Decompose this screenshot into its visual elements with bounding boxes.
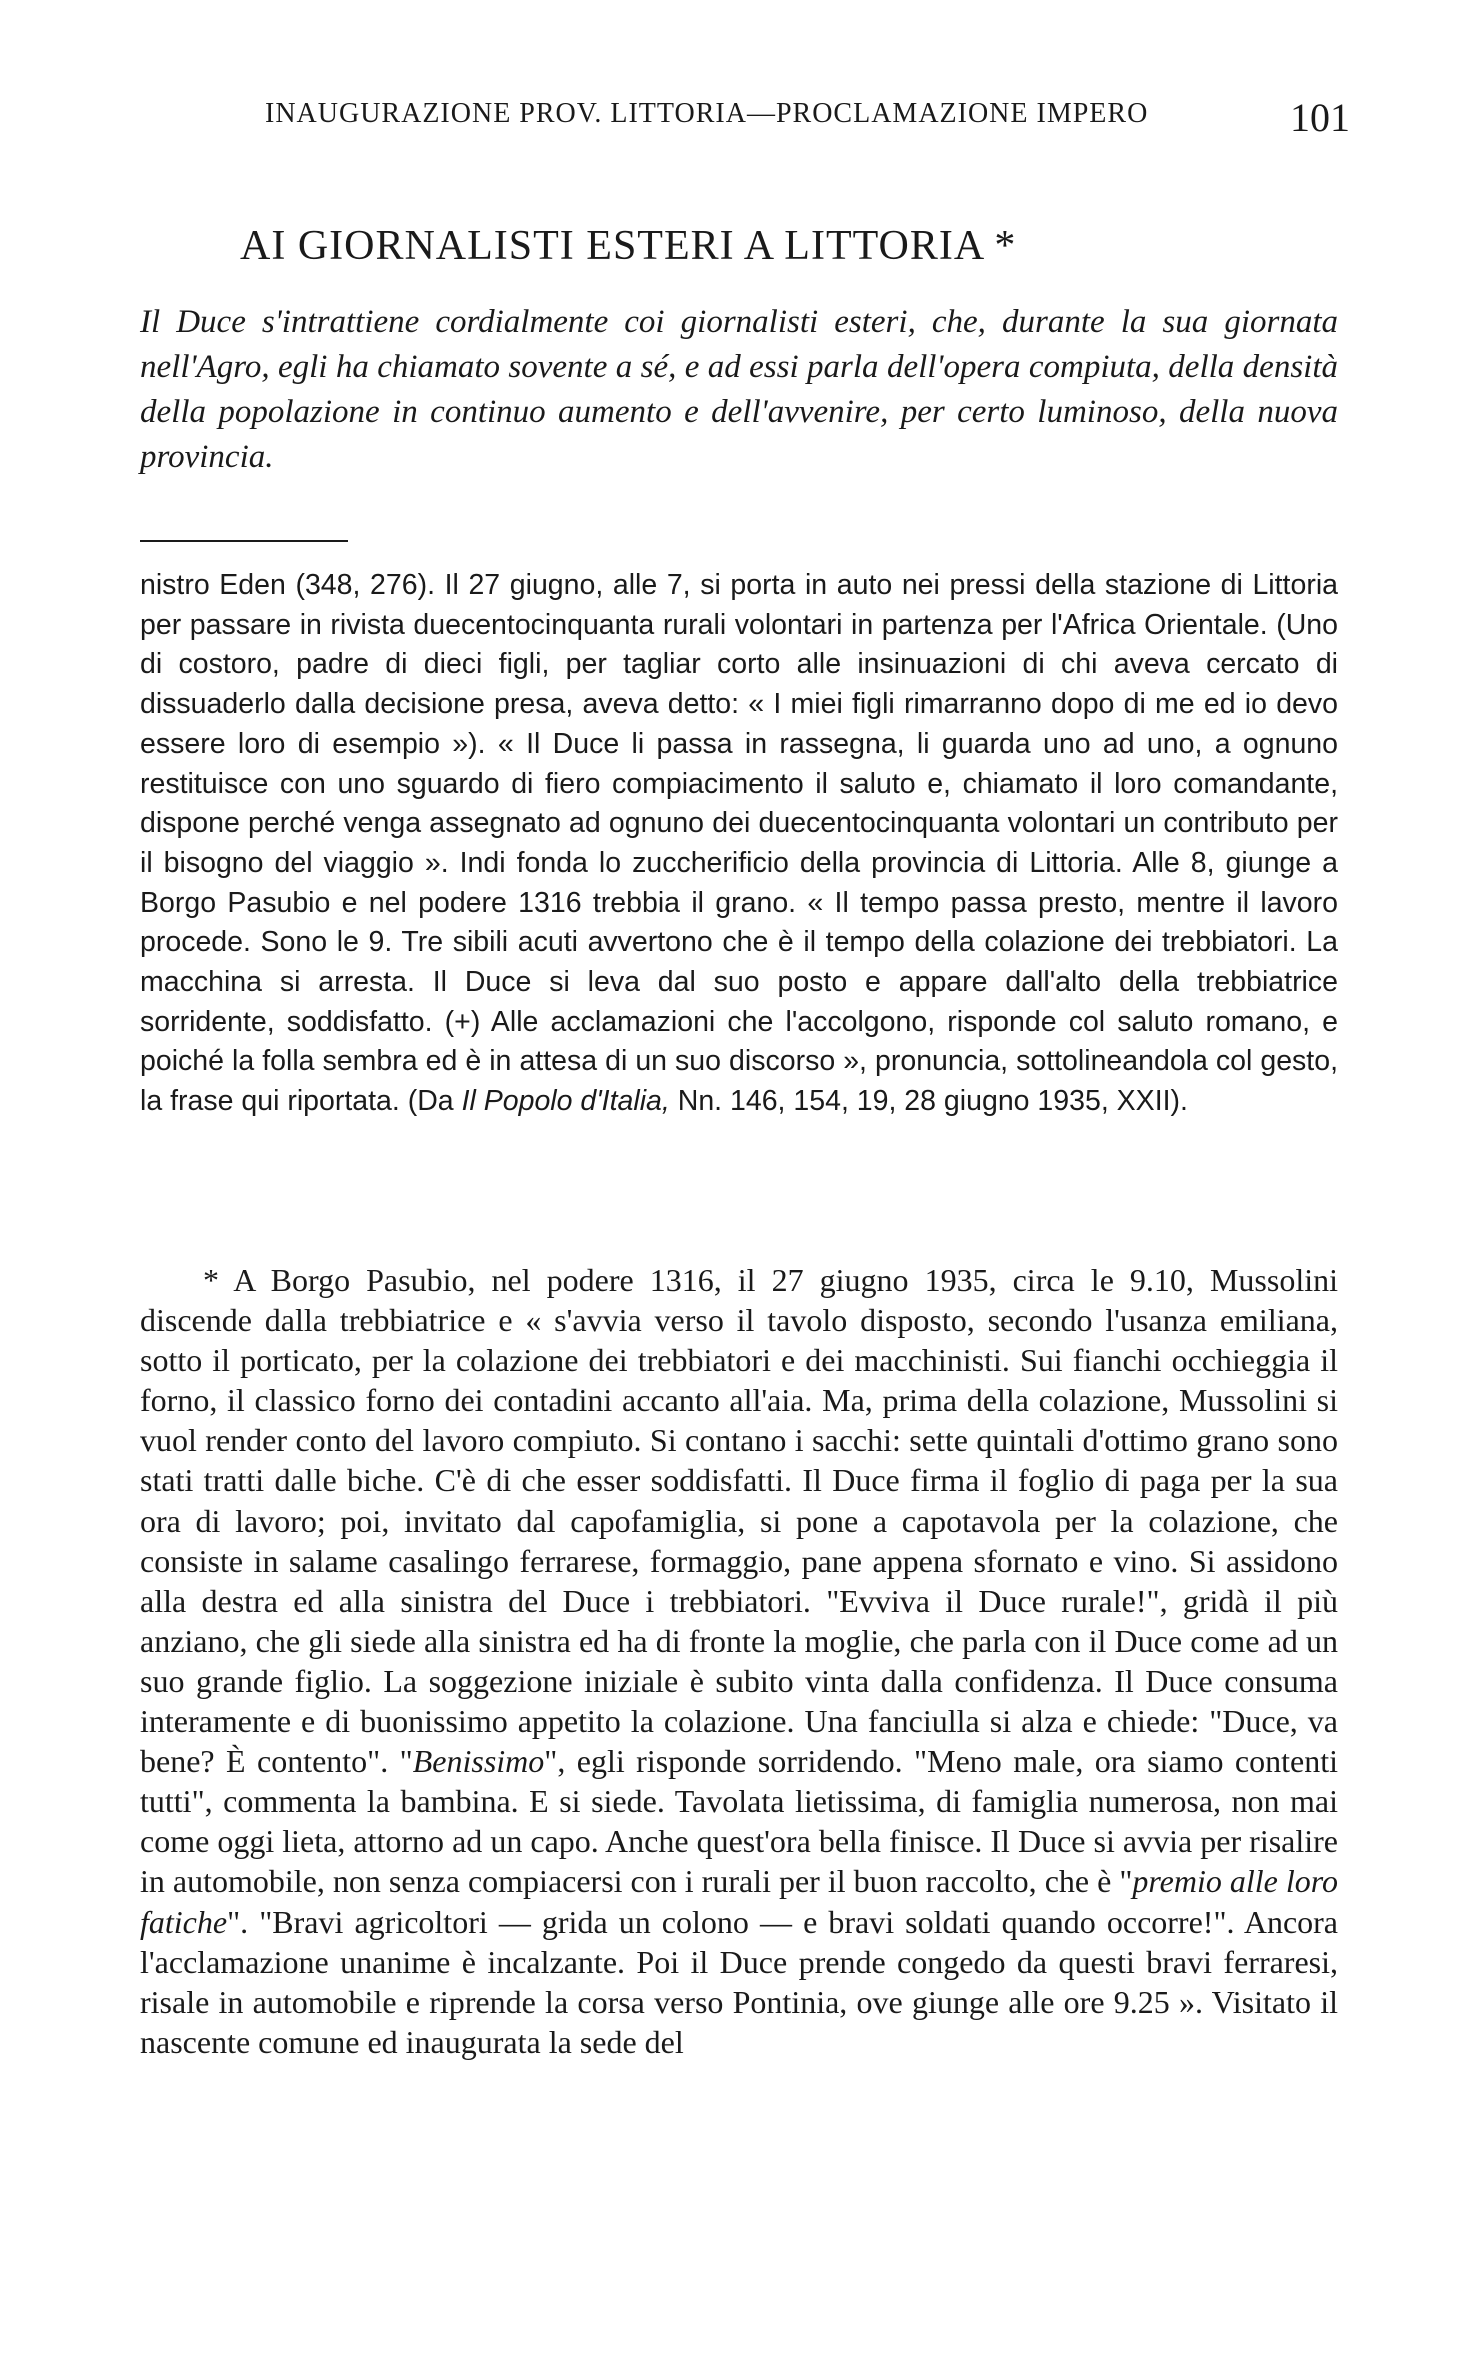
footnote-body — [140, 1260, 1338, 2062]
running-header: INAUGURAZIONE PROV. LITTORIA—PROCLAMAZIONE IMPERO — [265, 98, 1149, 129]
footnote-quote-benissimo: Benissimo — [412, 1743, 545, 1780]
page-number: 101 — [1290, 95, 1350, 140]
article-title: AI GIORNALISTI ESTERI A LITTORIA * — [240, 223, 1017, 269]
continued-note-text: nistro Eden (348, 276). Il 27 giugno, alle 7, si porta in auto nei pressi della stazione di Littoria per passare in rivista duecentocinquanta rurali volontari in partenza per l'Africa Orientale. (Uno di costoro, padre di dieci figli, per tagliar corto alle insinuazioni di chi aveva cercato di dissuaderlo dalla decisione presa, aveva detto: « I miei figli rimarranno dopo di me ed io devo essere loro di esempio »). « Il Duce li passa in rassegna, li guarda uno ad uno, a ognuno restituisce con uno sguardo di fiero compiacimento il saluto e, chiamato il loro comandante, dispone perché venga assegnato ad ognuno dei duecentocinquanta volontari un contributo per il bisogno del viaggio ». Indi fonda lo zuccherificio della provincia di Littoria. Alle 8, giunge a Borgo Pasubio e nel podere 1316 trebbia il grano. « Il tempo passa presto, mentre il lavoro procede. Sono le 9. Tre sibili acuti avvertono che è il tempo della colazione dei trebbiatori. La macchina si arresta. Il Duce si leva dal suo posto e appare dall'alto della trebbiatrice sorridente, soddisfatto. (+) Alle acclamazioni che l'accolgono, risponde col saluto romano, e poiché la folla sembra ed è in attesa di un suo discorso », pronuncia, sottolineandola col gesto, la frase qui riportata. (Da — [140, 569, 1338, 1118]
footnote-text-middle: ", egli risponde sorridendo. "Meno male, ora siamo contenti tutti", commenta la bambina. E si siede. Tavolata lietissima, di famiglia numerosa, non mai come oggi lieta, attorno ad un capo. Anche quest'ora bella finisce. Il Duce si avvia per risalire in automobile, non senza compiacersi con i rurali per il buon raccolto, che è " — [140, 1743, 1339, 1900]
publication-name: Il Popolo d'Italia, — [461, 1085, 670, 1118]
footnote-quote-premio: premio alle loro fatiche — [140, 1863, 1338, 1940]
continued-note-citation: Nn. 146, 154, 19, 28 giugno 1935, XXII). — [669, 1085, 1188, 1118]
continued-note — [140, 566, 1338, 1122]
footnote-text-after: ". "Bravi agricoltori — grida un colono — e bravi soldati quando occorre!". Ancora l'acclamazione unanime è incalzante. Poi il Duce prende congedo da questi bravi ferraresi, risale in automobile e riprende la corsa verso Pontinia, ove giunge alle ore 9.25 ». Visitato il nascente comune ed inaugurata la sede del — [140, 1903, 1338, 2060]
article-intro: Il Duce s'intrattiene cordialmente coi giornalisti esteri, che, durante la sua giornata nell'Agro, egli ha chiamato sovente a sé, e ad essi parla dell'opera compiuta, della densità della popolazione in continuo aumento e dell'avvenire, per certo luminoso, della nuova provincia. — [140, 304, 1338, 475]
footnote-divider — [140, 540, 348, 542]
footnote-text-before: * A Borgo Pasubio, nel podere 1316, il 27 giugno 1935, circa le 9.10, Mussolini discende dalla trebbiatrice e « s'avvia verso il tavolo disposto, secondo l'usanza emiliana, sotto il porticato, per la colazione dei trebbiatori e dei macchinisti. Sui fianchi occhieggia il forno, il classico forno dei contadini accanto all'aia. Ma, prima della colazione, Mussolini si vuol render conto del lavoro compiuto. Si contano i sacchi: sette quintali d'ottimo grano sono stati tratti dalle biche. C'è di che esser soddisfatti. Il Duce firma il foglio di paga per la sua ora di lavoro; poi, invitato dal capofamiglia, si pone a capotavola per la colazione, che consiste in salame casalingo ferrarese, formaggio, pane appena sfornato e vino. Si assidono alla destra ed alla sinistra del Duce i trebbiatori. "Evviva il Duce rurale!", gridà il più anziano, che gli siede alla sinistra ed ha di fronte la moglie, che parla con il Duce come ad un suo grande figlio. La soggezione iniziale è subito vinta dalla confidenza. Il Duce consuma interamente e di buonissimo appetito la colazione. Una fanciulla si alza e chiede: "Duce, va bene? È contento". " — [140, 1262, 1338, 1780]
